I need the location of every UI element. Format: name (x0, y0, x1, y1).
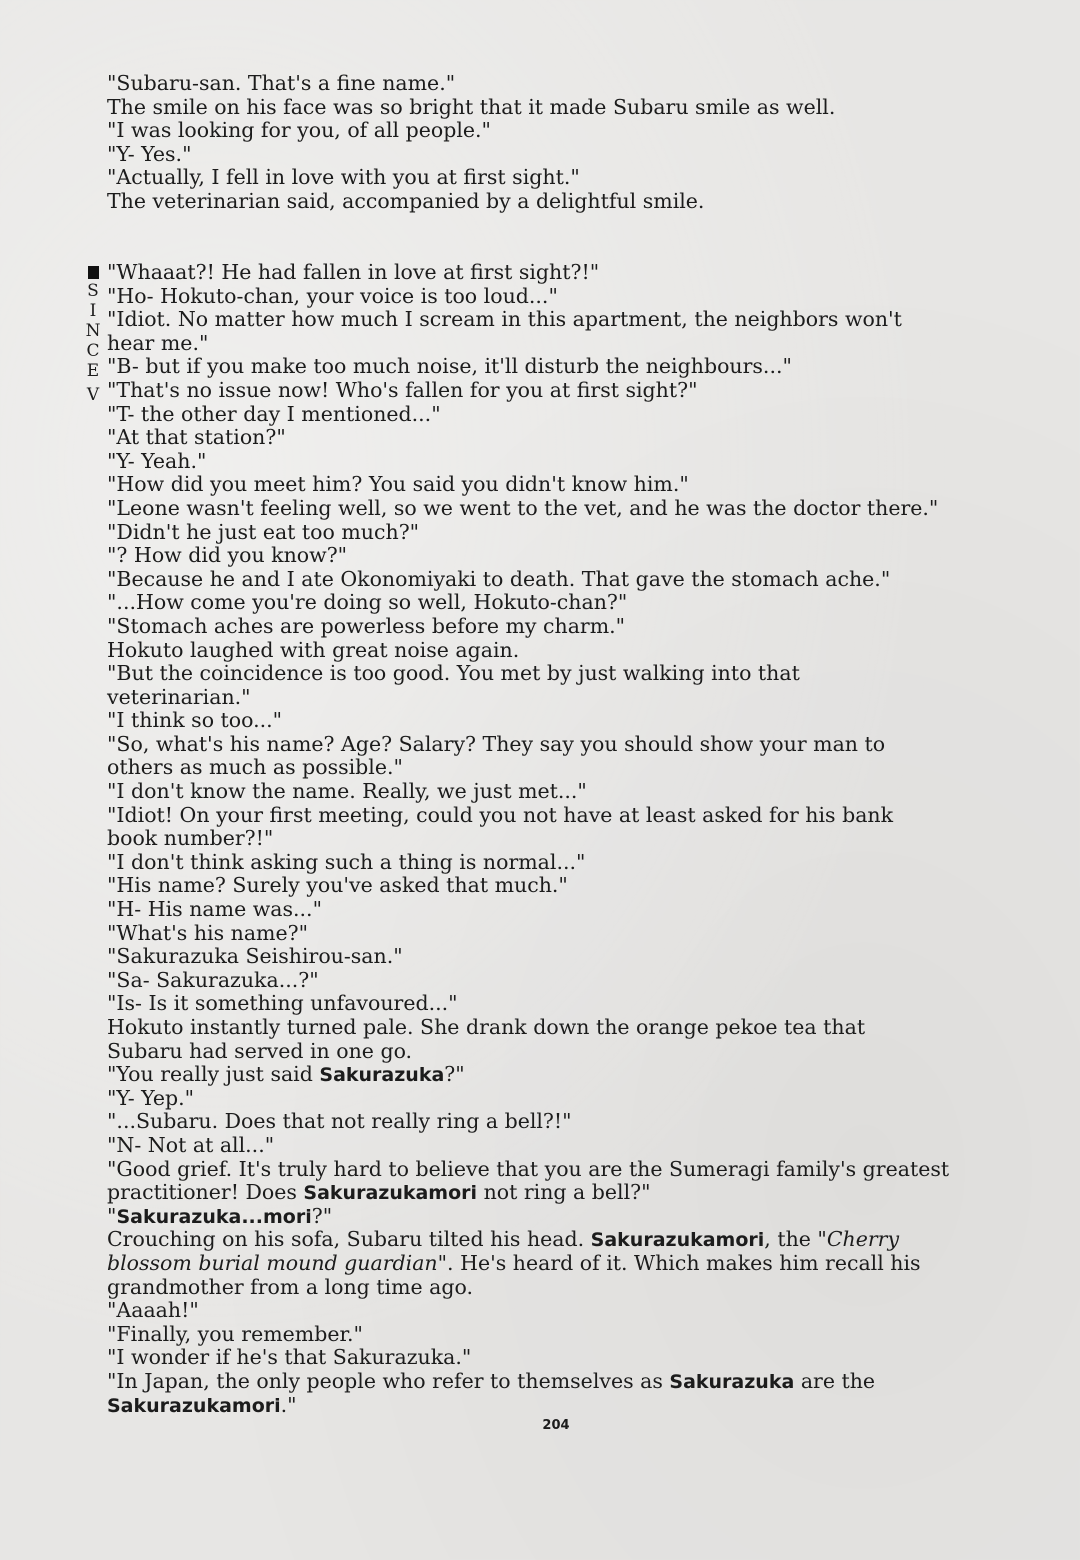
emphasized-term: Sakurazukamori (107, 1394, 281, 1417)
text-line: "Stomach aches are powerless before my charm." (107, 613, 626, 638)
text-line: The smile on his face was so bright that it made Subaru smile as well. (107, 94, 836, 119)
text-line: "Aaaah!" (107, 1298, 199, 1323)
chapter-sidebar (84, 262, 102, 405)
text-line: Hokuto instantly turned pale. She drank down the orange pekoe tea that (107, 1015, 866, 1039)
text-line: "Y- Yes." (107, 141, 192, 166)
text-block-1 (107, 72, 1037, 214)
text-line: "Idiot! On your first meeting, could you not have at least asked for his bank (107, 802, 894, 827)
text-line: others as much as possible." (107, 755, 403, 780)
text-line: Subaru had served in one go. (107, 1038, 413, 1063)
text-line: "Finally, you remember." (107, 1321, 363, 1346)
text-line: veterinarian." (107, 684, 251, 709)
text-line: "Good grief. It's truly hard to believe that you are the Sumeragi family's greatest (107, 1156, 950, 1181)
text-line: "Leone wasn't feeling well, so we went to the vet, and he was the doctor there." (107, 495, 939, 520)
sidebar-letter: S (87, 281, 99, 301)
text-line: "Ho- Hokuto-chan, your voice is too loud..." (107, 283, 558, 308)
text-line: "Y- Yeah." (107, 448, 207, 473)
text-line: hear me." (107, 330, 209, 355)
emphasized-term: Sakurazuka (319, 1064, 445, 1087)
text-line: The veterinarian said, accompanied by a delightful smile. (107, 188, 705, 213)
text-line: "N- Not at all..." (107, 1132, 275, 1157)
text-line: "How did you meet him? You said you didn't know him." (107, 472, 689, 497)
text-line: "Idiot. No matter how much I scream in this apartment, the neighbors won't (107, 307, 902, 332)
emphasized-term: Sakurazukamori (590, 1229, 765, 1252)
emphasized-term: Sakurazukamori (303, 1182, 478, 1205)
text-block-2 (107, 261, 1037, 1417)
dialogue-lines-emphasis (107, 1063, 1037, 1417)
text-line: "I don't know the name. Really, we just met..." (107, 779, 587, 804)
text-line: blossom burial mound guardian". He's heard of it. Which makes him recall his (107, 1250, 921, 1275)
sidebar-letter: N (85, 321, 101, 341)
sidebar-letter: E (86, 361, 100, 381)
section-marker-square (88, 266, 99, 279)
text-line: "B- but if you make too much noise, it'll disturb the neighbours..." (107, 354, 792, 379)
text-line: "Subaru-san. That's a fine name." (107, 71, 456, 95)
text-line: "So, what's his name? Age? Salary? They say you should show your man to (107, 731, 886, 756)
text-line: "Whaaat?! He had fallen in love at first sight?!" (107, 260, 600, 284)
text-line: "...Subaru. Does that not really ring a bell?!" (107, 1109, 572, 1134)
text-line: "That's no issue now! Who's fallen for you at first sight?" (107, 377, 698, 402)
text-line: grandmother from a long time ago. (107, 1274, 474, 1299)
text-line: "Sa- Sakurazuka...?" (107, 967, 319, 992)
emphasized-term: Sakurazuka (669, 1370, 795, 1393)
text-line: "Because he and I ate Okonomiyaki to death. That gave the stomach ache." (107, 566, 891, 591)
dialogue-lines (107, 261, 1037, 1063)
text-line: "In Japan, the only people who refer to themselves as Sakurazuka are the (107, 1368, 876, 1393)
text-line: "T- the other day I mentioned..." (107, 401, 441, 426)
sidebar-letter: V (86, 385, 100, 405)
text-line: Crouching on his sofa, Subaru tilted his head. Sakurazukamori, the "Cherry (107, 1227, 900, 1252)
text-line: Hokuto laughed with great noise again. (107, 637, 520, 662)
text-line: "? How did you know?" (107, 543, 348, 568)
text-line: "Didn't he just eat too much?" (107, 519, 420, 544)
text-line: "...How come you're doing so well, Hokuto-chan?" (107, 590, 628, 615)
text-line: "What's his name?" (107, 920, 309, 945)
text-line: book number?!" (107, 826, 274, 851)
text-line: Sakurazukamori." (107, 1392, 297, 1417)
text-line: "Sakurazuka...mori?" (107, 1203, 333, 1228)
text-line: "Y- Yep." (107, 1085, 195, 1110)
text-line: "I was looking for you, of all people." (107, 118, 491, 143)
text-line: "I think so too..." (107, 708, 283, 733)
text-line: "You really just said Sakurazuka?" (107, 1062, 465, 1087)
text-line: "Is- Is it something unfavoured..." (107, 991, 458, 1016)
text-line: "I don't think asking such a thing is normal..." (107, 849, 586, 874)
text-line: "I wonder if he's that Sakurazuka." (107, 1345, 472, 1370)
text-line: "But the coincidence is too good. You met by just walking into that (107, 661, 800, 686)
text-line: "H- His name was..." (107, 897, 322, 922)
text-line: "Sakurazuka Seishirou-san." (107, 944, 403, 969)
emphasized-term: Sakurazuka...mori (116, 1205, 312, 1228)
page-number: 204 (542, 1418, 570, 1433)
sidebar-letter: C (86, 341, 100, 361)
text-line: "Actually, I fell in love with you at first sight." (107, 165, 580, 190)
italic-phrase: "Cherry (817, 1227, 900, 1252)
sidebar-letter: I (89, 301, 97, 321)
text-line: "His name? Surely you've asked that much." (107, 873, 568, 898)
italic-phrase: blossom burial mound guardian" (107, 1250, 448, 1275)
text-line: "At that station?" (107, 425, 286, 450)
text-line: practitioner! Does Sakurazukamori not ring a bell?" (107, 1180, 651, 1205)
